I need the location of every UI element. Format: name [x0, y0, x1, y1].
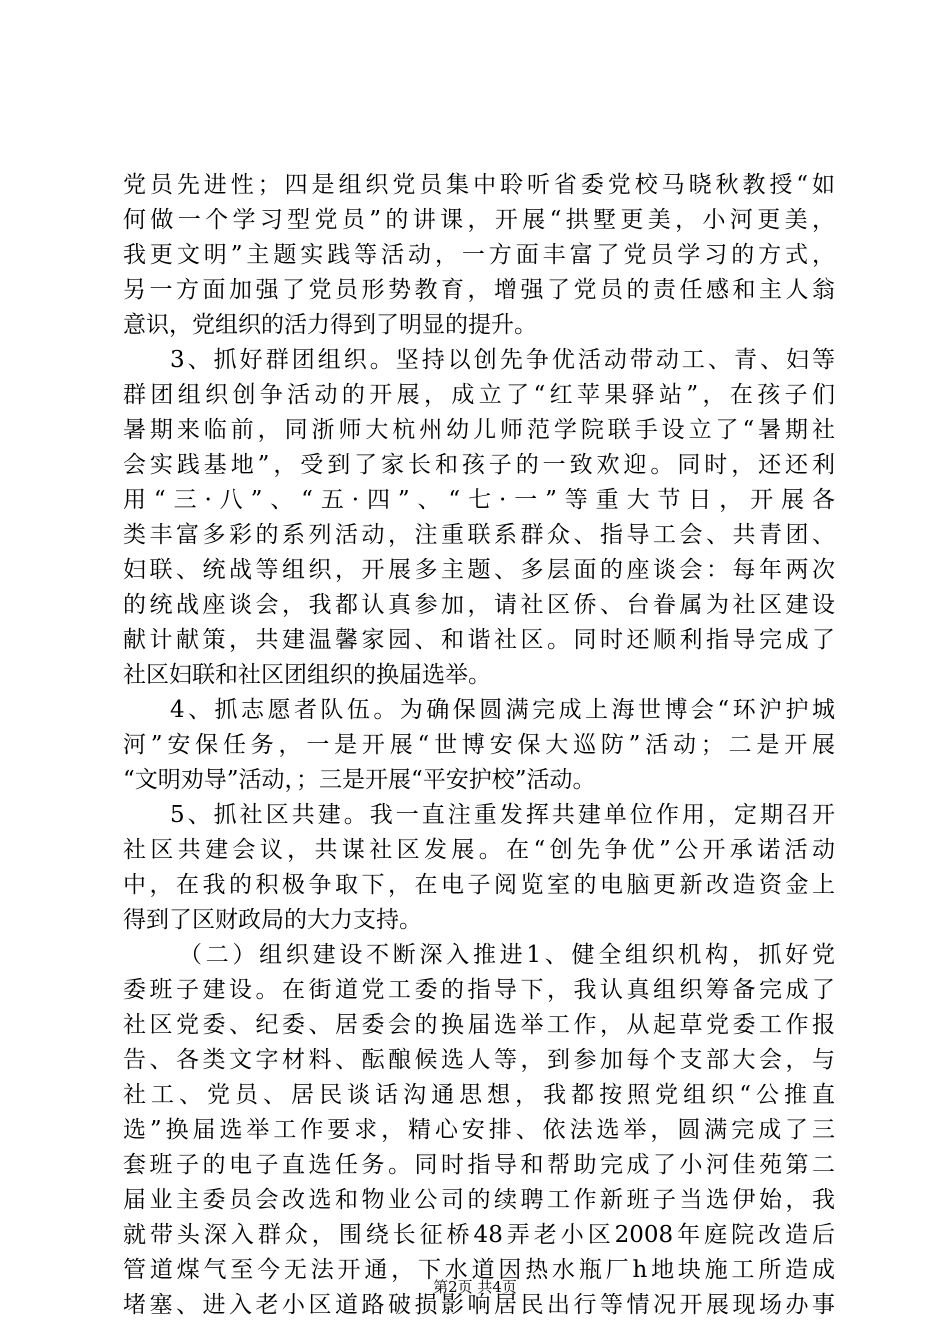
- body-text: [123, 168, 835, 1323]
- text-line: 就带头深入群众，围绕长征桥48弄老小区2008年庭院改造后: [123, 1222, 835, 1248]
- text-line: 群团组织创争活动的开展，成立了“红苹果驿站”，在孩子们: [123, 382, 835, 408]
- text-line: 4、抓志愿者队伍。为确保圆满完成上海世博会“环沪护城: [170, 697, 835, 723]
- text-line: 社工、党员、居民谈话沟通思想，我都按照党组织“公推直: [123, 1082, 835, 1108]
- text-line: 另一方面加强了党员形势教育，增强了党员的责任感和主人翁: [123, 277, 835, 303]
- text-line: 的统战座谈会，我都认真参加，请社区侨、台眷属为社区建设: [123, 592, 835, 618]
- text-line: 得到了区财政局的大力支持。: [123, 907, 422, 933]
- text-line: 3、抓好群团组织。坚持以创先争优活动带动工、青、妇等: [170, 347, 835, 373]
- text-line: 管道煤气至今无法开通，下水道因热水瓶厂h地块施工所造成: [123, 1257, 835, 1283]
- text-line: 告、各类文字材料、酝酿候选人等，到参加每个支部大会，与: [123, 1047, 835, 1073]
- text-line: 妇联、统战等组织，开展多主题、多层面的座谈会：每年两次: [123, 557, 835, 583]
- text-line: 届业主委员会改选和物业公司的续聘工作新班子当选伊始，我: [123, 1187, 835, 1213]
- text-line: 社区共建会议，共谋社区发展。在“创先争优”公开承诺活动: [123, 837, 835, 863]
- text-line: 河”安保任务，一是开展“世博安保大巡防”活动；二是开展: [123, 732, 835, 758]
- text-line: 套班子的电子直选任务。同时指导和帮助完成了小河佳苑第二: [123, 1152, 835, 1178]
- text-line: 我更文明”主题实践等活动，一方面丰富了党员学习的方式，: [123, 242, 835, 268]
- text-line: 类丰富多彩的系列活动，注重联系群众、指导工会、共青团、: [123, 522, 835, 548]
- text-line: 会实践基地”，受到了家长和孩子的一致欢迎。同时，还还利: [123, 452, 835, 478]
- text-line: 暑期来临前，同浙师大杭州幼儿师范学院联手设立了“暑期社: [123, 417, 835, 443]
- text-line: 中，在我的积极争取下，在电子阅览室的电脑更新改造资金上: [123, 872, 835, 898]
- text-line: 用“三·八”、“五·四”、“七·一”等重大节日，开展各: [123, 487, 835, 513]
- text-line: 委班子建设。在街道党工委的指导下，我认真组织筹备完成了: [123, 977, 835, 1003]
- text-line: 5、抓社区共建。我一直注重发挥共建单位作用，定期召开: [170, 802, 835, 828]
- text-line: 意识，党组织的活力得到了明显的提升。: [123, 312, 537, 338]
- text-line: 社区妇联和社区团组织的换届选举。: [123, 662, 491, 688]
- text-line: 选”换届选举工作要求，精心安排、依法选举，圆满完成了三: [123, 1117, 835, 1143]
- text-line: 党员先进性；四是组织党员集中聆听省委党校马晓秋教授“如: [123, 172, 835, 198]
- text-line: 献计献策，共建温馨家园、和谐社区。同时还顺利指导完成了: [123, 627, 835, 653]
- text-line: “文明劝导”活动，；三是开展“平安护校”活动。: [123, 767, 596, 793]
- text-line: 堵塞、进入老小区道路破损影响居民出行等情况开展现场办事: [123, 1292, 835, 1318]
- text-line: 何做一个学习型党员”的讲课，开展“拱墅更美，小河更美，: [123, 207, 835, 233]
- page-number-footer: 第2页 共4页: [433, 1278, 517, 1296]
- text-line: （二）组织建设不断深入推进1、健全组织机构，抓好党: [179, 942, 835, 968]
- text-line: 社区党委、纪委、居委会的换届选举工作，从起草党委工作报: [123, 1012, 835, 1038]
